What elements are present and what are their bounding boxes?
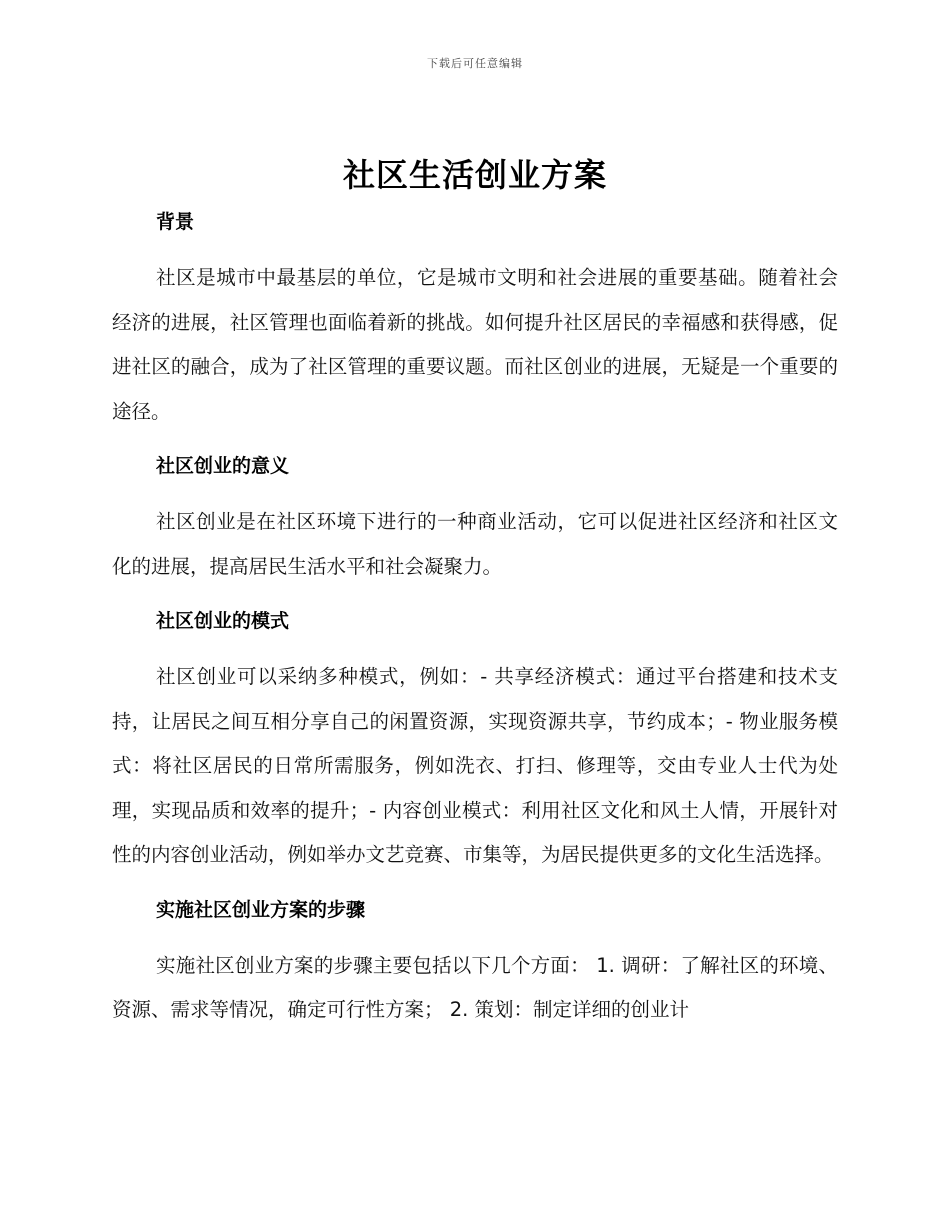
section-heading-background: 背景: [156, 211, 195, 233]
section-heading-significance: 社区创业的意义: [156, 455, 290, 477]
section-paragraph-models: 社区创业可以采纳多种模式，例如：- 共享经济模式：通过平台搭建和技术支持，让居民之间互相分享自己的闲置资源，实现资源共享，节约成本；- 物业服务模式：将社区居民的日常所需服务，例如洗衣、打扫、修理等，交由专业人士代为处理，实现品质和效率的提升；- 内容创业模式：利用社区文化和风土人情，开展针对性的内容创业活动，例如举办文艺竞赛、市集等，为居民提供更多的文化生活选择。: [112, 665, 838, 866]
section-paragraph-steps: 实施社区创业方案的步骤主要包括以下几个方面： 1. 调研：了解社区的环境、资源、需求等情况，确定可行性方案； 2. 策划：制定详细的创业计: [112, 953, 838, 1021]
section-heading-steps: 实施社区创业方案的步骤: [156, 898, 366, 921]
section-paragraph-background: 社区是城市中最基层的单位，它是城市文明和社会进展的重要基础。随着社会经济的进展，社区管理也面临着新的挑战。如何提升社区居民的幸福感和获得感，促进社区的融合，成为了社区管理的重要议题。而社区创业的进展，无疑是一个重要的途径。: [112, 266, 838, 423]
section-heading-models: 社区创业的模式: [156, 610, 290, 632]
document-title: 社区生活创业方案: [342, 156, 607, 194]
document-body: [112, 202, 838, 1033]
header-note: 下载后可任意编辑: [427, 57, 523, 70]
section-paragraph-significance: 社区创业是在社区环境下进行的一种商业活动，它可以促进社区经济和社区文化的进展，提高居民生活水平和社会凝聚力。: [112, 510, 838, 578]
